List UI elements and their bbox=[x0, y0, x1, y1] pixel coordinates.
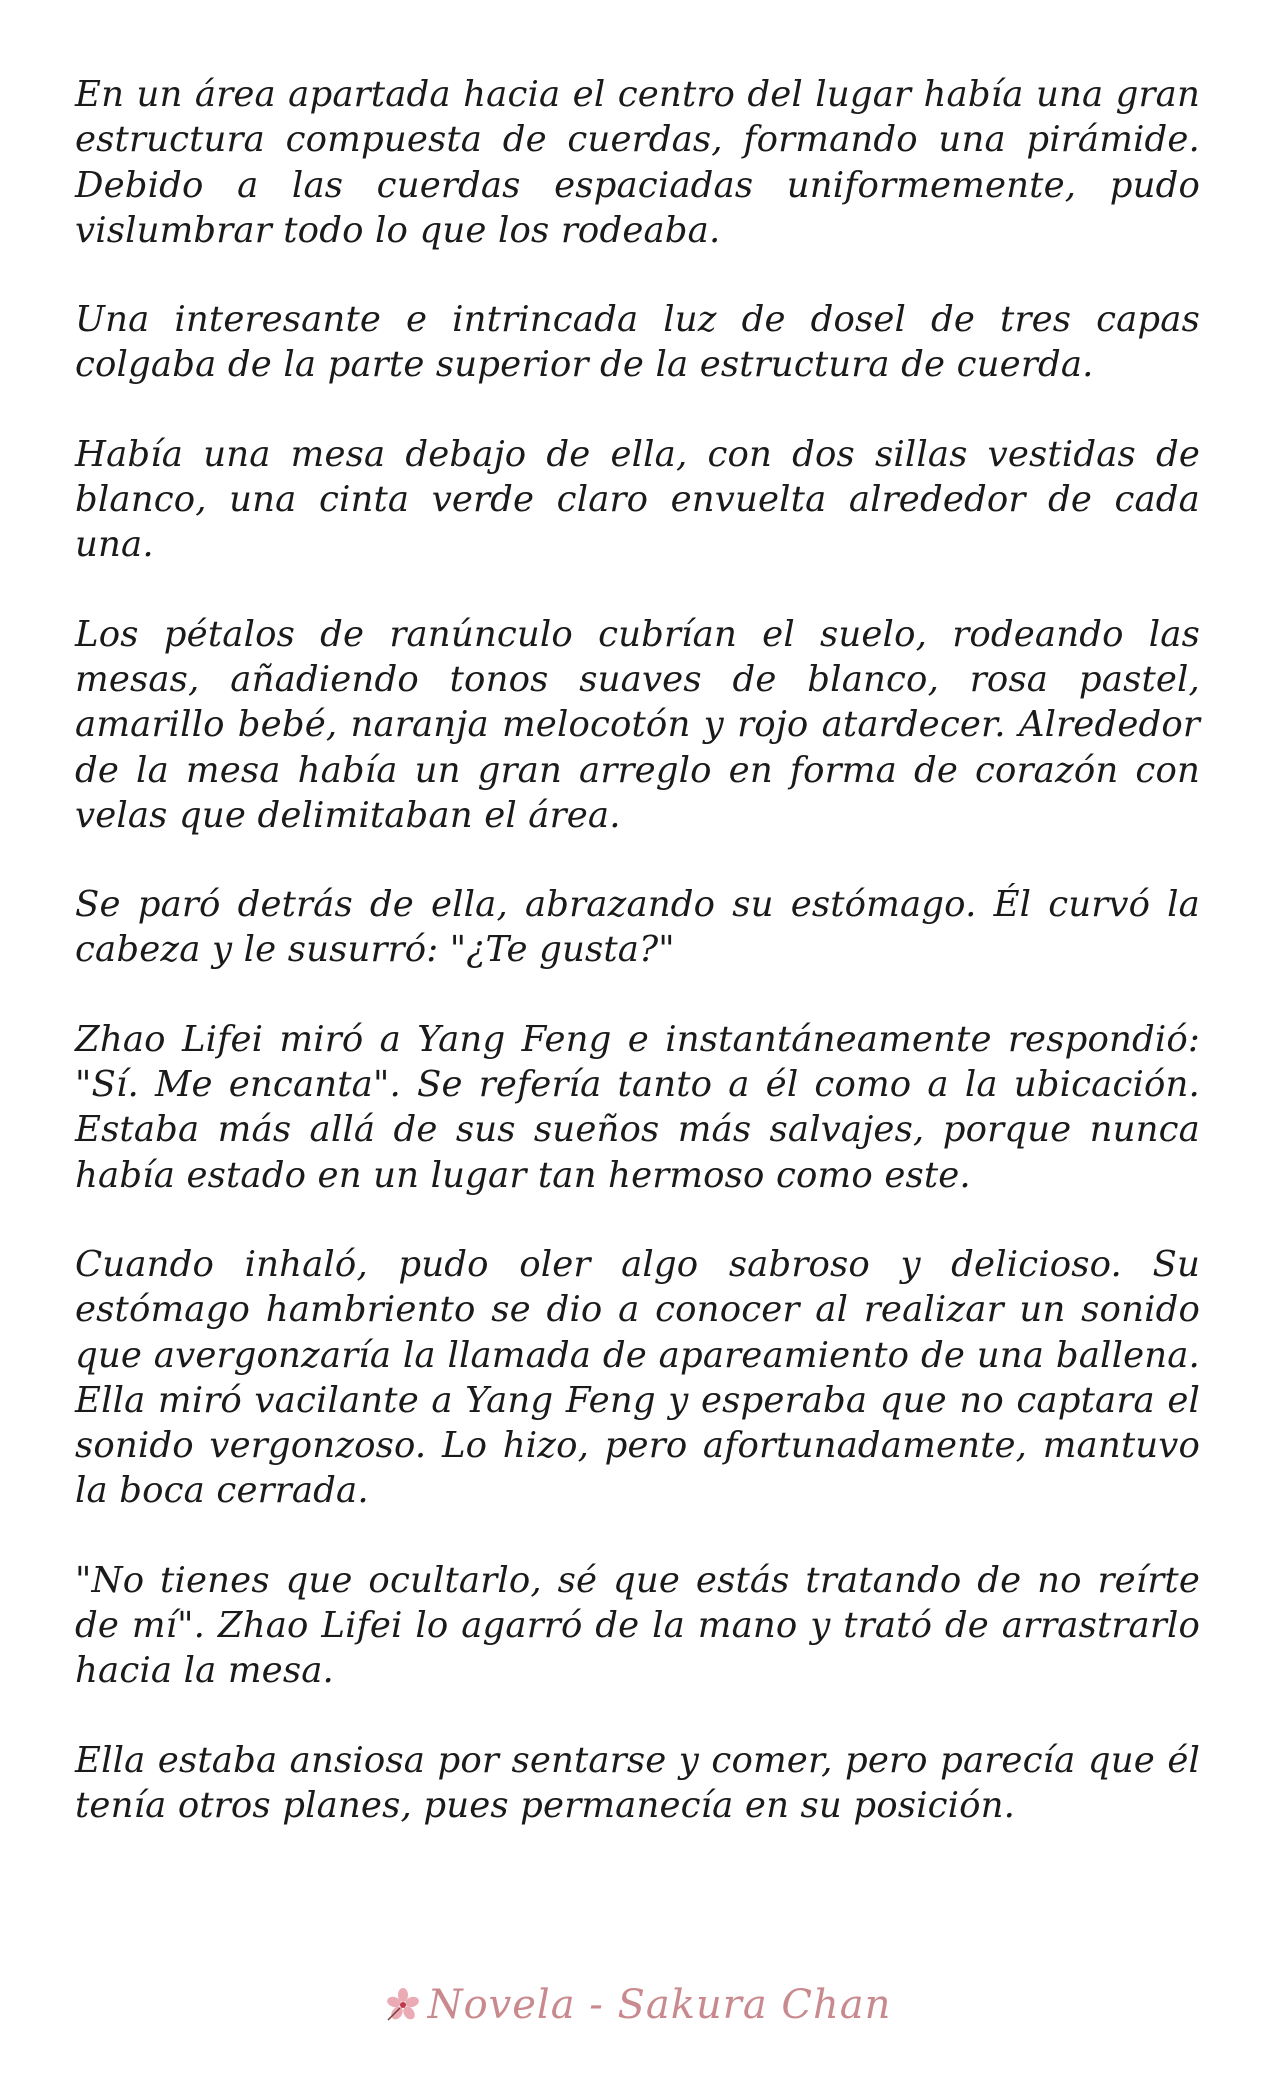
paragraph-3: Había una mesa debajo de ella, con dos sillas vestidas de blanco, una cinta verde claro envuelta alrededor de cada una. bbox=[75, 433, 1200, 566]
cherry-blossom-icon bbox=[384, 1986, 422, 2024]
watermark bbox=[0, 1982, 1275, 2028]
paragraph-6: Zhao Lifei miró a Yang Feng e instantáneamente respondió: "Sí. Me encanta". Se refería tanto a él como a la ubicación. Estaba más allá de sus sueños más salvajes, porque nunca había estado en un lugar tan hermoso como este. bbox=[75, 1018, 1200, 1196]
watermark-text: Novela - Sakura Chan bbox=[427, 1982, 892, 2028]
paragraph-7: Cuando inhaló, pudo oler algo sabroso y delicioso. Su estómago hambriento se dio a conocer al realizar un sonido que avergonzaría la llamada de apareamiento de una ballena. Ella miró vacilante a Yang Feng y esperaba que no captara el sonido vergonzoso. Lo hizo, pero afortunadamente, mantuvo la boca cerrada. bbox=[75, 1243, 1200, 1512]
paragraph-5: Se paró detrás de ella, abrazando su estómago. Él curvó la cabeza y le susurró: "¿Te gusta?" bbox=[75, 884, 1200, 971]
paragraph-9: Ella estaba ansiosa por sentarse y comer, pero parecía que él tenía otros planes, pues permanecía en su posición. bbox=[75, 1739, 1200, 1826]
paragraph-2: Una interesante e intrincada luz de dosel de tres capas colgaba de la parte superior de la estructura de cuerda. bbox=[75, 299, 1200, 386]
paragraph-1: En un área apartada hacia el centro del lugar había una gran estructura compuesta de cuerdas, formando una pirámide. Debido a las cuerdas espaciadas uniformemente, pudo vislumbrar todo lo que los rodeaba. bbox=[75, 74, 1200, 251]
document-body bbox=[75, 72, 1200, 1872]
paragraph-4: Los pétalos de ranúnculo cubrían el suelo, rodeando las mesas, añadiendo tonos suaves de blanco, rosa pastel, amarillo bebé, naranja melocotón y rojo atardecer. Alrededor de la mesa había un gran arreglo en forma de corazón con velas que delimitaban el área. bbox=[75, 613, 1200, 836]
paragraph-8: "No tienes que ocultarlo, sé que estás tratando de no reírte de mí". Zhao Lifei lo agarró de la mano y trató de arrastrarlo hacia la mesa. bbox=[75, 1559, 1200, 1692]
